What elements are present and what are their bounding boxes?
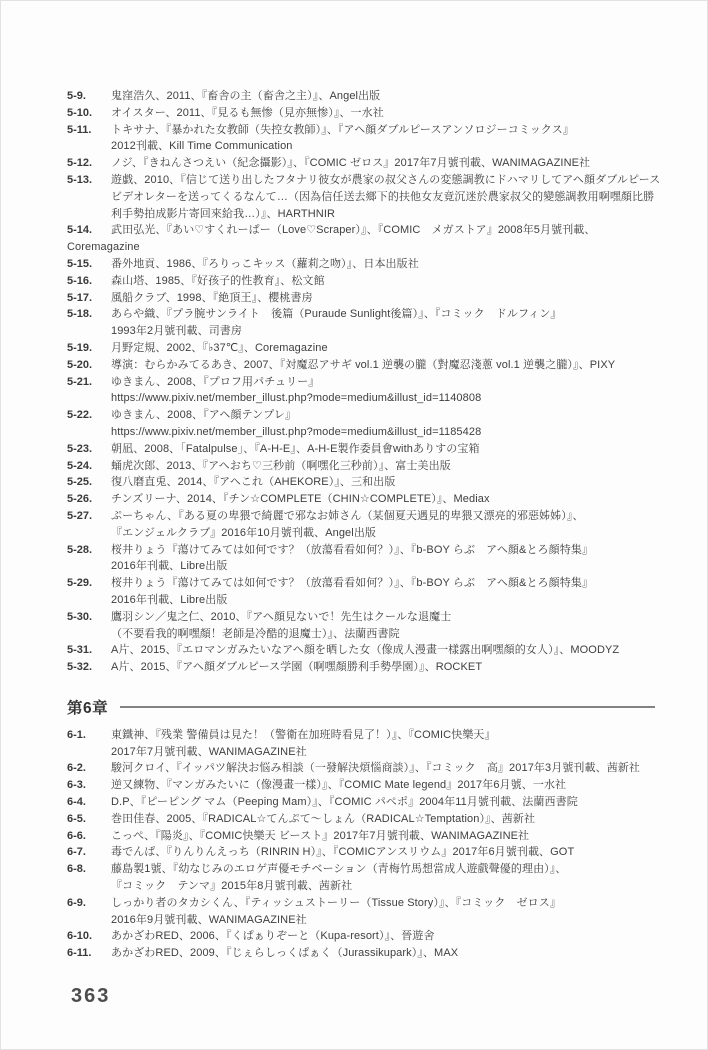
entry-line: 『エンジェルクラブ』2016年10月號刊載、Angel出版 [111,526,377,539]
entry-number: 6-7. [67,846,86,859]
reference-entry [67,374,655,408]
entry-number: 6-9. [67,896,86,909]
entry-number: 5-32. [67,661,93,674]
entry-line: 藤島製1號、『幼なじみのエロゲ声優モチベーション（青梅竹馬想當成人遊戲聲優的理由）』、 [111,863,567,876]
reference-list [67,88,661,962]
entry-line: D.P、『ピーピング マム（Peeping Mam）』、『COMIC パペポ』2004年11月號刊載、法蘭西書院 [111,796,578,809]
reference-entry [67,340,655,357]
entry-line: 2016年刊載、Libre出版 [111,560,228,573]
entry-line: 蛹虎次郎、2013、『アヘおち♡三秒前（啊嘿化三秒前）』、富士美出版 [111,459,451,472]
entry-number: 6-11. [67,947,92,960]
entry-number: 5-23. [67,442,93,455]
chapter-heading [67,696,655,718]
entry-line: 桜井りょう『蕩けてみては如何です？（放蕩看看如何？）』、『b-BOY らぶ アヘ顔&とろ顔特集』 [111,543,594,556]
reference-entry [67,861,655,895]
reference-entry [67,474,655,491]
entry-line: https://www.pixiv.net/member_illust.php?mode=medium&illust_id=1140808 [111,392,482,405]
reference-entry [67,222,655,256]
entry-line: 桜井りょう『蕩けてみては如何です？（放蕩看看如何？）』、『b-BOY らぶ アヘ顔&とろ顔特集』 [111,577,594,590]
entry-line: 鷹羽シン／鬼之仁、2010、『アヘ顔見ないで！先生はクールな退魔士 [111,610,452,623]
entry-line: 鬼窪浩久、2011、『畜舎の主（畜舎之主）』、Angel出版 [111,90,381,102]
entry-line: 2012刊載、Kill Time Communication [111,140,293,153]
entry-number: 5-25. [67,476,93,489]
entry-number: 5-21. [67,375,93,388]
reference-entry [67,441,655,458]
chapter-rule [120,706,655,708]
entry-line: 東鐵神、『残業 警備員は見た！（警衛在加班時看見了！）』、『COMIC快樂天』 [111,728,496,741]
entry-line: 2016年9月號刊載、WANIMAGAZINE社 [111,913,307,926]
entry-number: 5-11. [67,123,92,136]
entry-number: 5-10. [67,106,93,119]
entry-line: こっぺ、『陽炎』、『COMIC快樂天 ビースト』2017年7月號刊載、WANIMAGAZINE社 [111,829,530,842]
entry-line: ビデオレターを送ってくるなんて…（因為信任送去鄉下的扶他女友竟沉迷於農家叔父的變態調教用啊嘿顏比勝 [111,190,655,203]
reference-entry [67,155,655,172]
reference-entry [67,727,655,761]
entry-number: 6-2. [67,762,86,775]
entry-line: オイスター、2011、『見るも無惨（見亦無惨）』、一水社 [111,106,384,119]
entry-number: 5-29. [67,577,93,590]
entry-line: 森山塔、1985、『好孩子的性教育』、松文館 [111,274,325,287]
reference-entry [67,794,655,811]
entry-line: あかざわRED、2009、『じぇらしっくぱぁく（Jurassikupark）』、MAX [111,947,459,960]
entry-number: 5-17. [67,291,93,304]
entry-number: 5-18. [67,308,93,321]
reference-entry [67,357,655,374]
reference-entry [67,273,655,290]
page-number: 363 [71,985,111,1007]
reference-entry [67,122,655,156]
entry-line: 利手勢拍成影片寄回來給我…）』、HARTHNIR [111,207,336,220]
entry-line: 遊戯、2010、『信じて送り出したフタナリ彼女が農家の叔父さんの変態調教にドハマリしてアヘ顔ダブルピース [111,173,661,186]
entry-line: 武田弘光、『あい♡すくれーぱー（Love♡Scraper）』、『COMIC メガストア』2008年5月號刊載、 [111,224,596,237]
entry-line: しっかり者のタカシくん、『ティッシュストーリー（Tissue Story）』、『コミック ゼロス』 [111,896,561,909]
entry-number: 5-30. [67,610,93,623]
entry-number: 6-4. [67,796,86,809]
entry-line: 逆又練物、『マンガみたいに（像漫畫一樣）』、『COMIC Mate legend』2017年6月號、一水社 [111,779,567,792]
reference-entry [67,828,655,845]
entry-number: 5-19. [67,341,93,354]
reference-entry [67,945,655,962]
entry-number: 5-16. [67,274,93,287]
reference-entry [67,306,655,340]
reference-entry [67,895,655,929]
entry-line: 風船クラブ、1998、『絶頂王』、櫻桃書房 [111,291,313,304]
entry-line: 毒でんぱ、『りんりんえっち（RINRIN H）』、『COMICアンスリウム』2017年6月號刊載、GOT [111,846,575,859]
entry-line: 導演：むらかみてるあき、2007、『対魔忍アサギ vol.1 逆襲の朧（對魔忍淺蔥 vol.1 逆襲之朧）』、PIXY [111,358,616,371]
reference-entry [67,508,655,542]
reference-entry [67,88,655,105]
reference-entry [67,458,655,475]
entry-line: 『コミック テンマ』2015年8月號刊載、茜新社 [111,880,353,893]
entry-number: 5-15. [67,257,93,270]
entry-line: 2016年刊載、Libre出版 [111,593,228,606]
entry-line: ぷーちゃん、『ある夏の卑猥で綺麗で邪なお姉さん（某個夏天遇見的卑猥又漂亮的邪惡姊姊）』、 [111,509,584,522]
entry-line: ノジ、『きねんさつえい（紀念攝影）』、『COMIC ゼロス』2017年7月號刊載、WANIMAGAZINE社 [111,157,591,170]
entry-line: 駿河クロイ、『イッパツ解決お悩み相談（一發解決煩惱商談）』、『コミック 高』2017年3月號刊載、茜新社 [111,762,641,775]
entry-line: あらや織、『プラ腕サンライト 後篇（Puraude Sunlight後篇）』、『コミック ドルフィン』 [111,308,562,321]
entry-number: 5-9. [67,90,86,102]
reference-entry [67,811,655,828]
reference-entry [67,777,655,794]
reference-entry [67,760,655,777]
reference-entry [67,407,655,441]
reference-entry [67,659,655,676]
reference-entry [67,844,655,861]
reference-entry [67,642,655,659]
entry-line: 2017年7月號刊載、WANIMAGAZINE社 [111,745,307,758]
reference-entry [67,105,655,122]
entry-number: 5-31. [67,644,93,657]
entry-number: 5-28. [67,543,93,556]
entry-number: 5-12. [67,157,93,170]
entry-line: 番外地貢、1986、『ろりっこキッス（蘿莉之吻）』、日本出版社 [111,257,419,270]
entry-number: 5-20. [67,358,93,371]
reference-entry [67,172,661,222]
reference-entry [67,542,655,576]
entry-line: ゆきまん、2008、『プロフ用パチュリー』 [111,375,320,388]
reference-entry [67,256,655,273]
entry-number: 6-3. [67,779,86,792]
entry-number: 5-24. [67,459,93,472]
entry-line: ゆきまん、2008、『アヘ顔テンプレ』 [111,409,297,422]
entry-line: A片、2015、『アヘ顔ダブルピース学園（啊嘿顏勝利手勢學園）』、ROCKET [111,661,483,674]
entry-number: 6-10. [67,930,93,943]
reference-entry [67,491,655,508]
entry-number: 5-26. [67,493,93,506]
entry-line: （不要看我的啊嘿顏！老師是冷酷的退魔士）』、法蘭西書院 [111,627,400,640]
entry-number: 5-13. [67,173,93,186]
entry-line: トキサナ、『暴かれた女教師（失控女教師）』、『アヘ顔ダブルピースアンソロジーコミックス』 [111,123,574,136]
entry-number: 6-8. [67,863,86,876]
chapter-title: 第6章 [67,699,109,717]
entry-number: 5-27. [67,509,93,522]
reference-entry [67,609,655,643]
entry-line: 月野定規、2002、『♭37℃』、Coremagazine [111,341,328,354]
entry-number: 6-5. [67,812,86,825]
entry-line: A片、2015、『エロマンガみたいなアヘ顔を晒した女（像成人漫畫一樣露出啊嘿顏的女人）』、MOODYZ [111,644,620,657]
entry-line: https://www.pixiv.net/member_illust.php?mode=medium&illust_id=1185428 [111,425,482,438]
entry-number: 6-6. [67,829,86,842]
entry-number: 5-14. [67,224,93,237]
entry-line: Coremagazine [67,241,140,254]
reference-entry [67,575,655,609]
reference-entry [67,290,655,307]
entry-line: 復八磨直兎、2014、『アヘこれ（AHEKORE）』、三和出版 [111,476,396,489]
entry-line: 巻田佳春、2005、『RADICAL☆てんぷて～しょん（RADICAL☆Temptation）』、茜新社 [111,812,536,825]
entry-line: 朝凪、2008、「Fatalpulse」、『A-H-E』、A-H-E製作委員會withありすの宝箱 [111,442,480,455]
entry-line: あかざわRED、2006、『くぱぁりぞーと（Kupa-resort）』、晉遊舍 [111,930,435,943]
reference-entry [67,928,655,945]
entry-number: 5-22. [67,409,93,422]
entry-number: 6-1. [67,728,86,741]
entry-line: チンズリーナ、2014、『チン☆COMPLETE（CHIN☆COMPLETE）』、Mediax [111,493,490,506]
entry-line: 1993年2月號刊載、司書房 [111,325,242,338]
